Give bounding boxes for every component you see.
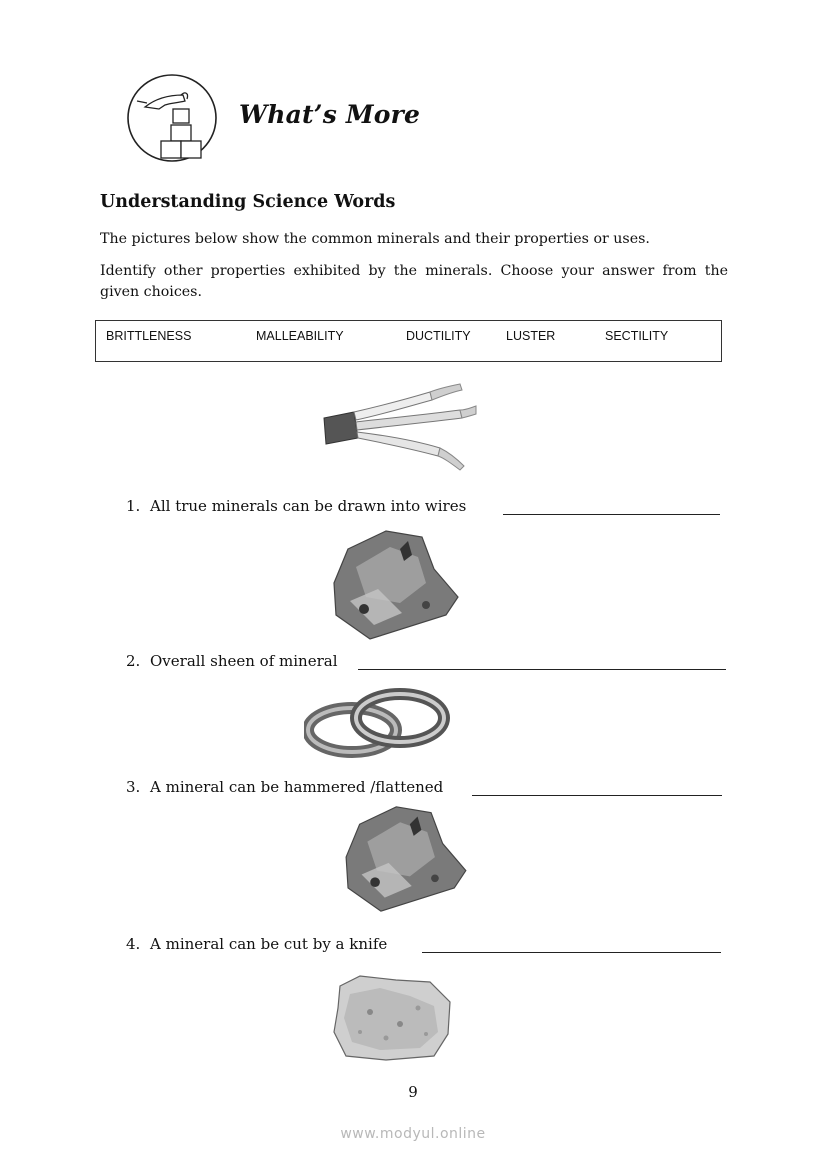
metal-rings-image <box>304 684 450 762</box>
choice-malleability: MALLEABILITY <box>256 329 344 343</box>
intro-text: The pictures below show the common minerals and their properties or uses. <box>100 231 650 247</box>
choices-box <box>95 320 722 362</box>
answer-blank-4[interactable] <box>422 952 721 953</box>
answer-blank-2[interactable] <box>358 669 726 670</box>
watermark: www.modyul.online <box>340 1126 486 1142</box>
answer-blank-3[interactable] <box>472 795 722 796</box>
crystalline-rock-image <box>330 972 456 1062</box>
electric-wire-image <box>320 380 480 472</box>
answer-blank-1[interactable] <box>503 514 720 515</box>
mineral-rock-image <box>342 803 468 915</box>
choice-ductility: DUCTILITY <box>406 329 471 343</box>
question-4: 4. A mineral can be cut by a knife <box>126 935 388 953</box>
choice-luster: LUSTER <box>506 329 556 343</box>
section-heading: Understanding Science Words <box>100 192 396 212</box>
instruction-text: Identify other properties exhibited by the minerals. Choose your answer from the given choices. <box>100 263 728 300</box>
mineral-rock-image <box>330 527 460 643</box>
page-number: 9 <box>408 1083 418 1101</box>
question-2: 2. Overall sheen of mineral <box>126 652 338 670</box>
page-title: What’s More <box>239 100 421 129</box>
choice-brittleness: BRITTLENESS <box>106 329 192 343</box>
question-1: 1. All true minerals can be drawn into wires <box>126 497 467 515</box>
hand-stacking-blocks-icon <box>125 73 219 163</box>
choice-sectility: SECTILITY <box>605 329 669 343</box>
question-3: 3. A mineral can be hammered /flattened <box>126 778 444 796</box>
